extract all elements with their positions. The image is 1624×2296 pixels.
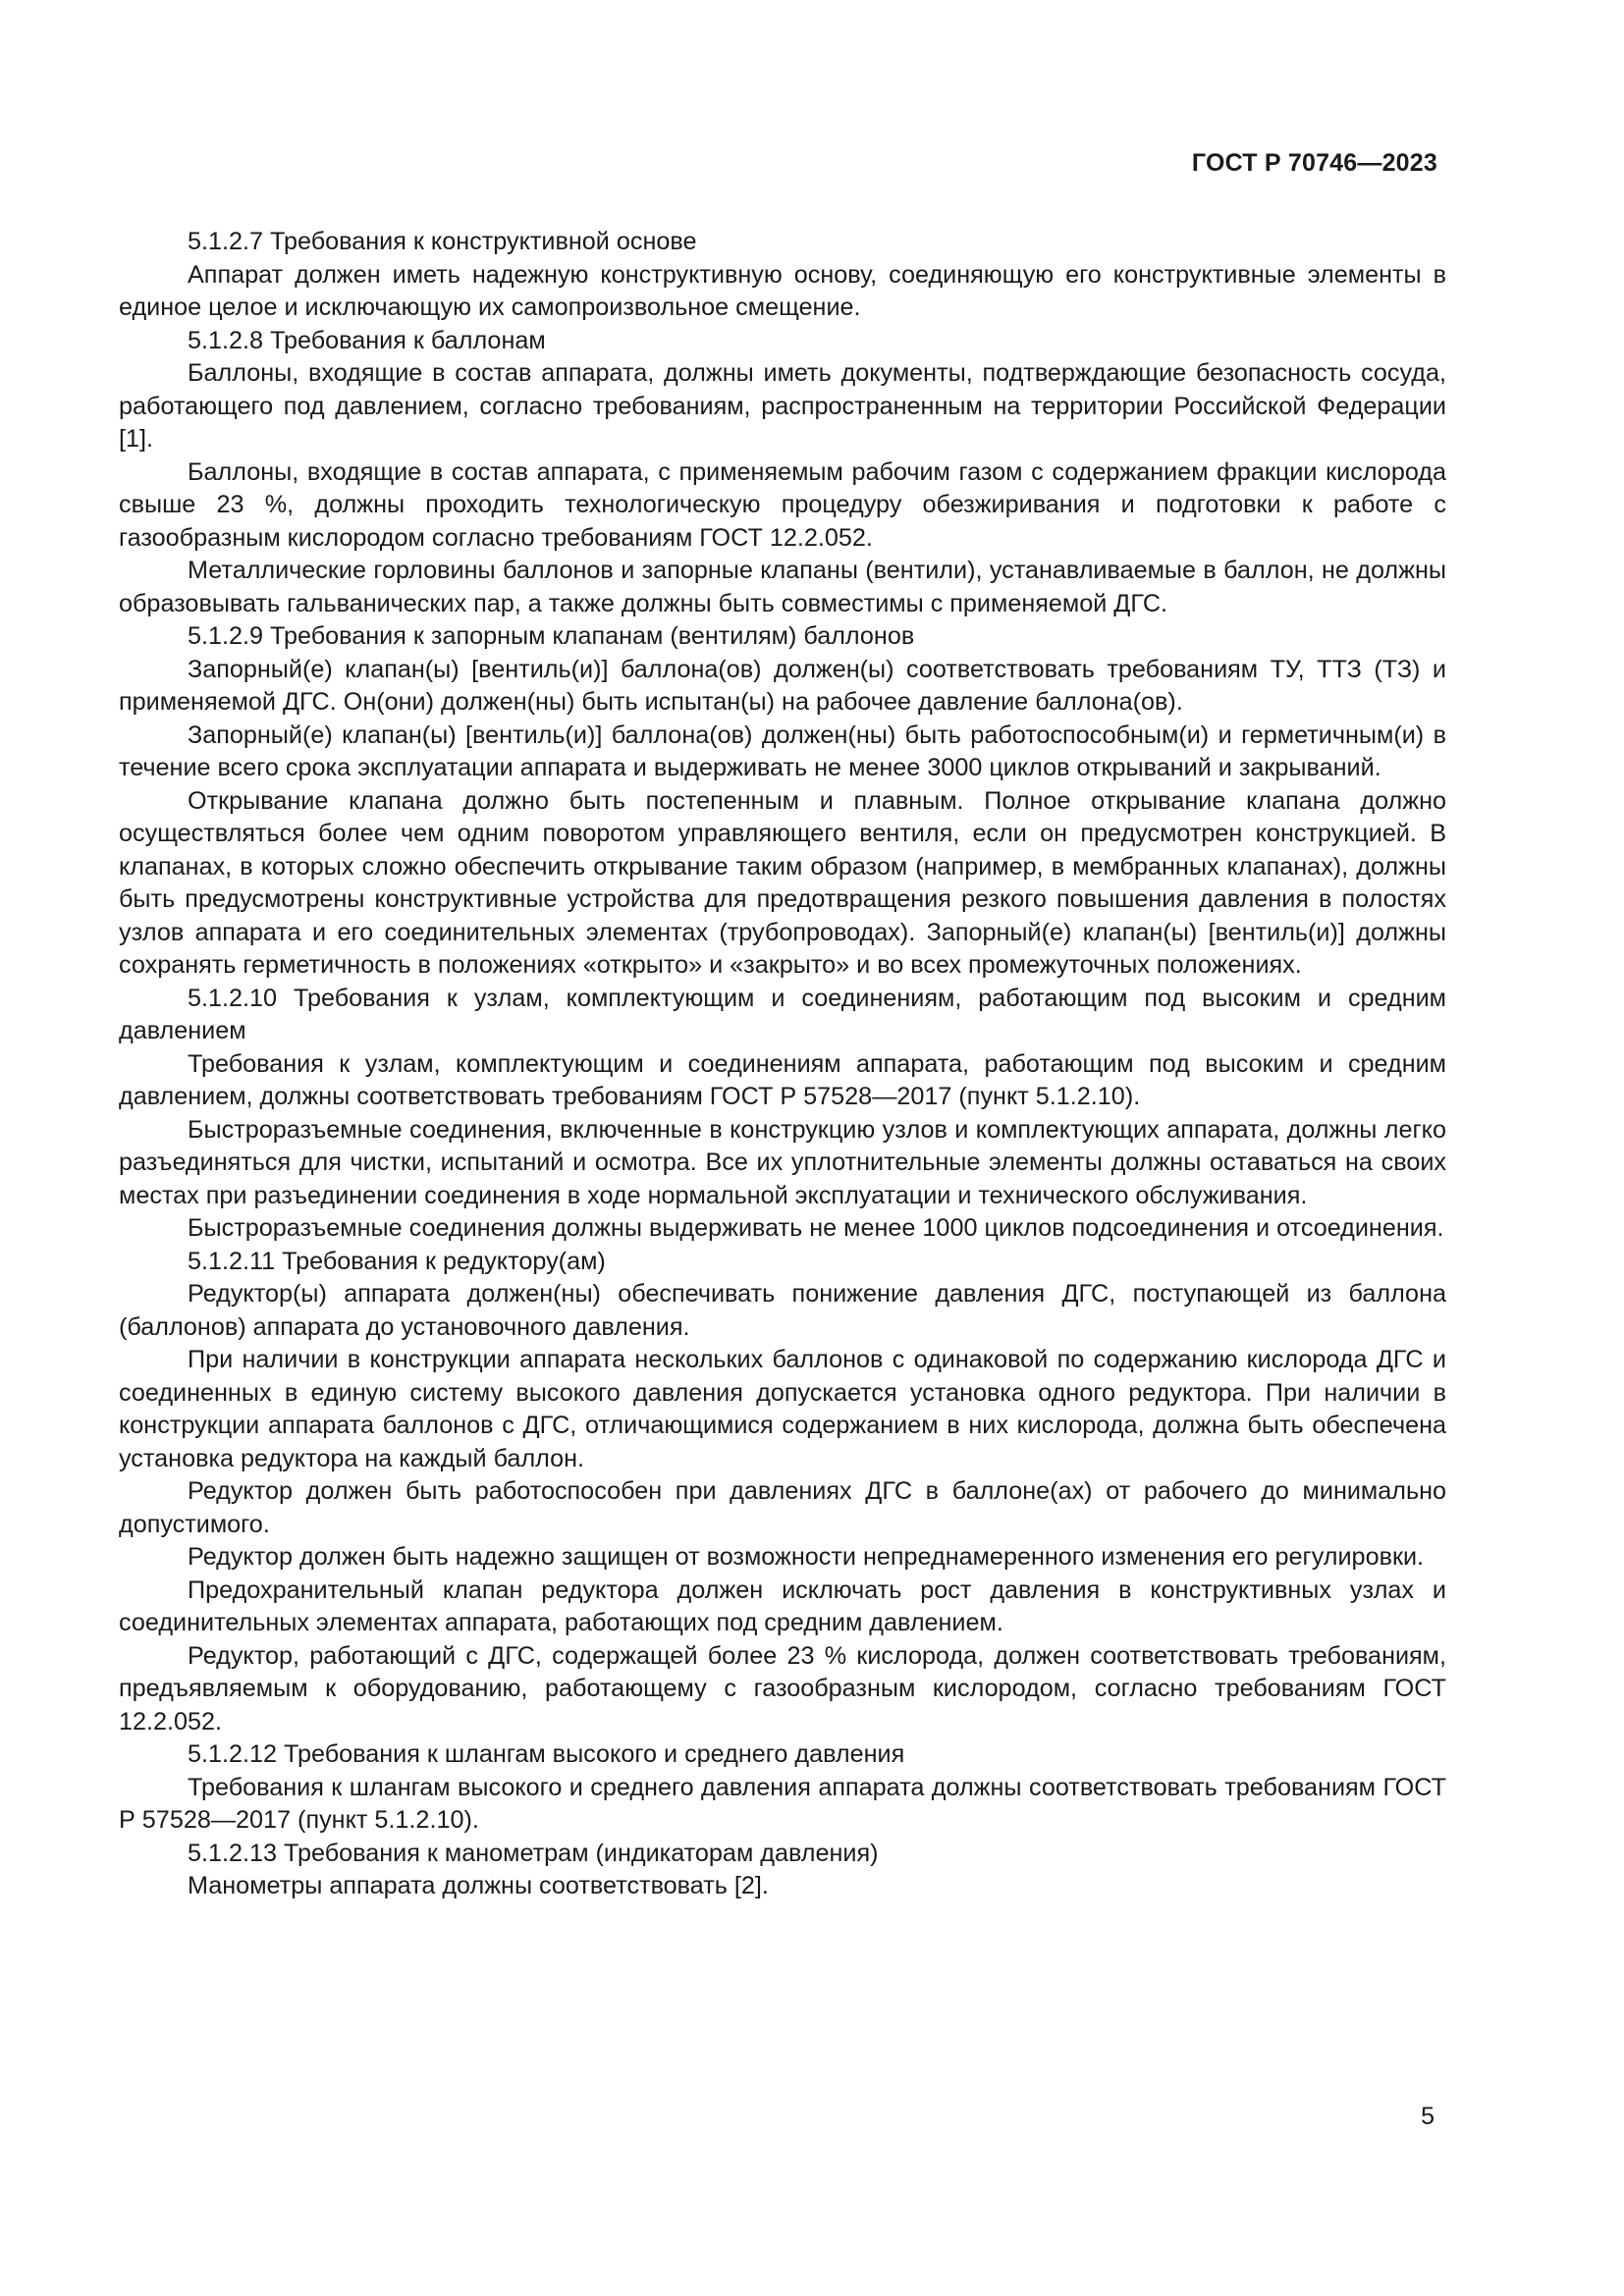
section-heading: 5.1.2.12 Требования к шлангам высокого и среднего давления [188,1740,905,1768]
paragraph: Быстроразъемные соединения должны выдерживать не менее 1000 циклов подсоединения и отсоединения. [188,1214,1444,1242]
section-heading: 5.1.2.7 Требования к конструктивной основе [188,228,697,255]
paragraph: Манометры аппарата должны соответствовать [2]. [188,1872,769,1899]
paragraph: Аппарат должен иметь надежную конструктивную основу, соединяющую его конструктивные элементы в единое целое и исключающую их самопроизвольное смещение. [119,260,1446,321]
paragraph: Металлические горловины баллонов и запорные клапаны (вентили), устанавливаемые в баллон, не должны образовывать гальванических пар, а также должны быть совместимы с применяемой ДГС. [119,557,1446,617]
paragraph: Редуктор(ы) аппарата должен(ны) обеспечивать понижение давления ДГС, поступающей из баллона (баллонов) аппарата до установочного давления. [119,1280,1446,1341]
paragraph: Запорный(е) клапан(ы) [вентиль(и)] баллона(ов) должен(ны) быть работоспособным(и) и герметичным(и) в течение всего срока эксплуатации аппарата и выдерживать не менее 3000 циклов открываний и закрываний. [119,721,1446,781]
paragraph: Баллоны, входящие в состав аппарата, должны иметь документы, подтверждающие безопасность сосуда, работающего под давлением, согласно требованиям, распространенным на территории Российской Федерации [1]. [119,359,1446,453]
paragraph: Требования к узлам, комплектующим и соединениям аппарата, работающим под высоким и средним давлением, должны соответствовать требованиям ГОСТ Р 57528—2017 (пункт 5.1.2.10). [119,1049,1446,1110]
paragraph: Запорный(е) клапан(ы) [вентиль(и)] баллона(ов) должен(ы) соответствовать требованиям ТУ, ТТЗ (ТЗ) и применяемой ДГС. Он(они) должен(ны) быть испытан(ы) на рабочее давление баллона(ов). [119,655,1446,716]
section-heading: 5.1.2.9 Требования к запорным клапанам (вентилям) баллонов [188,622,915,650]
paragraph: Открывание клапана должно быть постепенным и плавным. Полное открывание клапана должно осуществляться более чем одним поворотом управляющего вентиля, если он предусмотрен конструкцией. В клапанах, в которых сложно обеспечить открывание таким образом (например, в мембранных клапанах), должны быть предусмотрены конструктивные устройства для предотвращения резкого повышения давления в полостях узлов аппарата и его соединительных элементах (трубопроводах). Запорный(е) клапан(ы) [вентиль(и)] должны сохранять герметичность в положениях «открыто» и «закрыто» и во всех промежуточных положениях. [119,786,1446,979]
paragraph: Быстроразъемные соединения, включенные в конструкцию узлов и комплектующих аппарата, должны легко разъединяться для чистки, испытаний и осмотра. Все их уплотнительные элементы должны оставаться на своих местах при разъединении соединения в ходе нормальной эксплуатации и технического обслуживания. [119,1115,1446,1209]
document-body [119,226,1446,1903]
paragraph: Требования к шлангам высокого и среднего давления аппарата должны соответствовать требованиям ГОСТ Р 57528—2017 (пункт 5.1.2.10). [119,1773,1446,1834]
paragraph: Баллоны, входящие в состав аппарата, с применяемым рабочим газом с содержанием фракции кислорода свыше 23 %, должны проходить технологическую процедуру обезжиривания и подготовки к работе с газообразным кислородом согласно требованиям ГОСТ 12.2.052. [119,457,1446,552]
paragraph: При наличии в конструкции аппарата нескольких баллонов с одинаковой по содержанию кислорода ДГС и соединенных в единую систему высокого давления допускается установка одного редуктора. При наличии в конструкции аппарата баллонов с ДГС, отличающимися содержанием в них кислорода, должна быть обеспечена установка редуктора на каждый баллон. [119,1346,1446,1472]
paragraph: Предохранительный клапан редуктора должен исключать рост давления в конструктивных узлах и соединительных элементах аппарата, работающих под средним давлением. [119,1575,1446,1636]
page-number: 5 [1421,2103,1435,2130]
paragraph: Редуктор должен быть работоспособен при давлениях ДГС в баллоне(ах) от рабочего до минимально допустимого. [119,1477,1446,1538]
paragraph: Редуктор, работающий с ДГС, содержащей более 23 % кислорода, должен соответствовать требованиям, предъявляемым к оборудованию, работающему с газообразным кислородом, согласно требованиям ГОСТ 12.2.052. [119,1641,1446,1735]
section-heading: 5.1.2.11 Требования к редуктору(ам) [188,1247,606,1275]
section-heading: 5.1.2.8 Требования к баллонам [188,326,546,354]
paragraph: Редуктор должен быть надежно защищен от возможности непреднамеренного изменения его регулировки. [188,1543,1425,1571]
document-header: ГОСТ Р 70746—2023 [1191,149,1437,177]
section-heading: 5.1.2.13 Требования к манометрам (индикаторам давления) [188,1839,879,1867]
section-heading: 5.1.2.10 Требования к узлам, комплектующим и соединениям, работающим под высоким и средним давлением [119,984,1446,1044]
